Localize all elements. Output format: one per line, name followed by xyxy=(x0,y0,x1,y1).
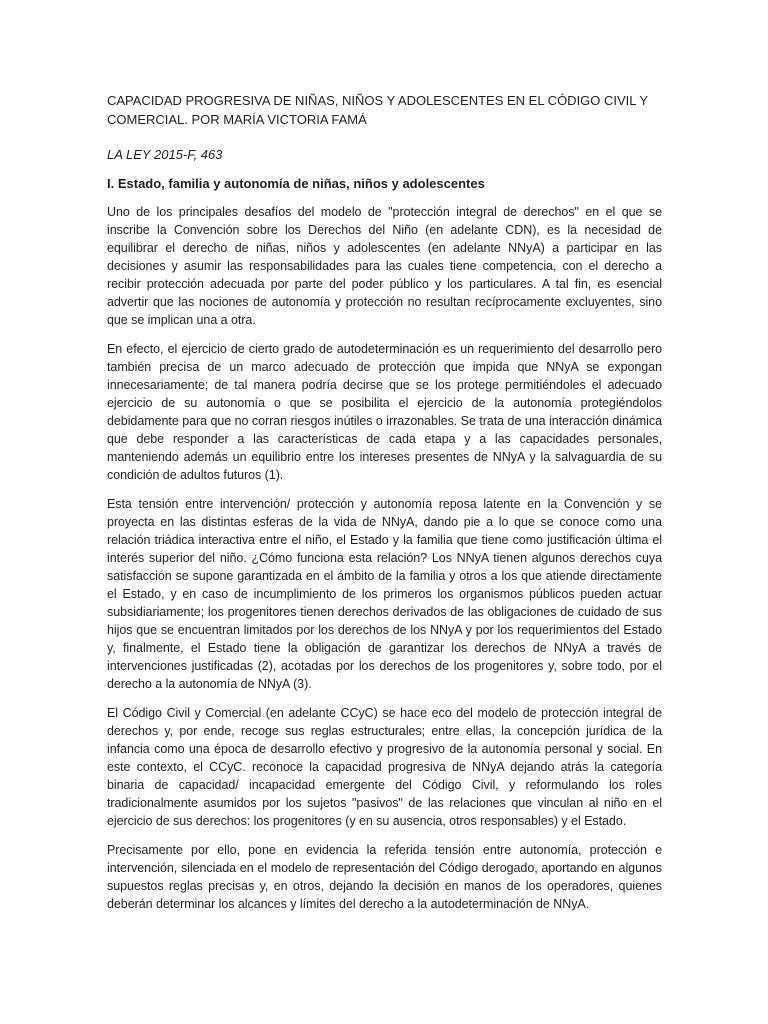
paragraph-3: Esta tensión entre intervención/ protección y autonomía reposa latente en la Convención y se proyecta en las distintas esferas de la vida de NNyA, dando pie a lo que se conoce como una relación triádica interactiva entre el niño, el Estado y la familia que tiene como justificación última el interés superior del niño. ¿Cómo funciona esta relación? Los NNyA tienen algunos derechos cuya satisfacción se supone garantizada en el ámbito de la familia y otros a los que atiende directamente el Estado, y en caso de incumplimiento de los primeros los organismos públicos pueden actuar subsidiariamente; los progenitores tienen derechos derivados de las obligaciones de cuidado de sus hijos que se encuentran limitados por los derechos de los NNyA y por los requerimientos del Estado y, finalmente, el Estado tiene la obligación de garantizar los derechos de NNyA a través de intervenciones justificadas (2), acotadas por los derechos de los progenitores y, sobre todo, por el derecho a la autonomía de NNyA (3). xyxy=(107,497,662,691)
paragraph-1: Uno de los principales desafíos del modelo de "protección integral de derechos" en el que se inscribe la Convención sobre los Derechos del Niño (en adelante CDN), es la necesidad de equilibrar el derecho de niñas, niños y adolescentes (en adelante NNyA) a participar en las decisiones y asumir las responsabilidades para las cuales tiene competencia, con el derecho a recibir protección adecuada por parte del poder público y los particulares. A tal fin, es esencial advertir que las nociones de autonomía y protección no resultan recíprocamente excluyentes, sino que se implican una a otra. xyxy=(107,205,662,327)
paragraph-4: El Código Civil y Comercial (en adelante CCyC) se hace eco del modelo de protección integral de derechos y, por ende, recoge sus reglas estructurales; entre ellas, la concepción jurídica de la infancia como una época de desarrollo efectivo y progresivo de la autonomía personal y social. En este contexto, el CCyC. reconoce la capacidad progresiva de NNyA dejando atrás la categoría binaria de capacidad/ incapacidad emergente del Código Civil, y reformulando los roles tradicionalmente asumidos por los sujetos "pasivos" de las relaciones que vinculan al niño en el ejercicio de sus derechos: los progenitores (y en su ausencia, otros responsables) y el Estado. xyxy=(107,706,662,828)
paragraph-2: En efecto, el ejercicio de cierto grado de autodeterminación es un requerimiento del desarrollo pero también precisa de un marco adecuado de protección que impida que NNyA se expongan innecesariamente; de tal manera podría decirse que se los protege permitiéndoles el adecuado ejercicio de su autonomía o que se posibilita el ejercicio de la autonomía protegiéndolos debidamente para que no corran riesgos inútiles o irrazonables. Se trata de una interacción dinámica que debe responder a las características de cada etapa y a las capacidades personales, manteniendo además un equilibrio entre los intereses presentes de NNyA y la salvaguardia de su condición de adultos futuros (1). xyxy=(107,342,662,482)
section-heading: I. Estado, familia y autonomía de niñas, niños y adolescentes xyxy=(107,176,485,191)
citation: LA LEY 2015-F, 463 xyxy=(107,147,223,162)
document-title: CAPACIDAD PROGRESIVA DE NIÑAS, NIÑOS Y ADOLESCENTES EN EL CÓDIGO CIVIL Y COMERCIAL. POR MARÍA VICTORIA FAMÁ xyxy=(107,93,648,127)
document-page xyxy=(107,91,662,924)
paragraph-5: Precisamente por ello, pone en evidencia la referida tensión entre autonomía, protección e intervención, silenciada en el modelo de representación del Código derogado, aportando en algunos supuestos reglas precisas y, en otros, dejando la decisión en manos de los operadores, quienes deberán determinar los alcances y límites del derecho a la autodeterminación de NNyA. xyxy=(107,843,662,911)
